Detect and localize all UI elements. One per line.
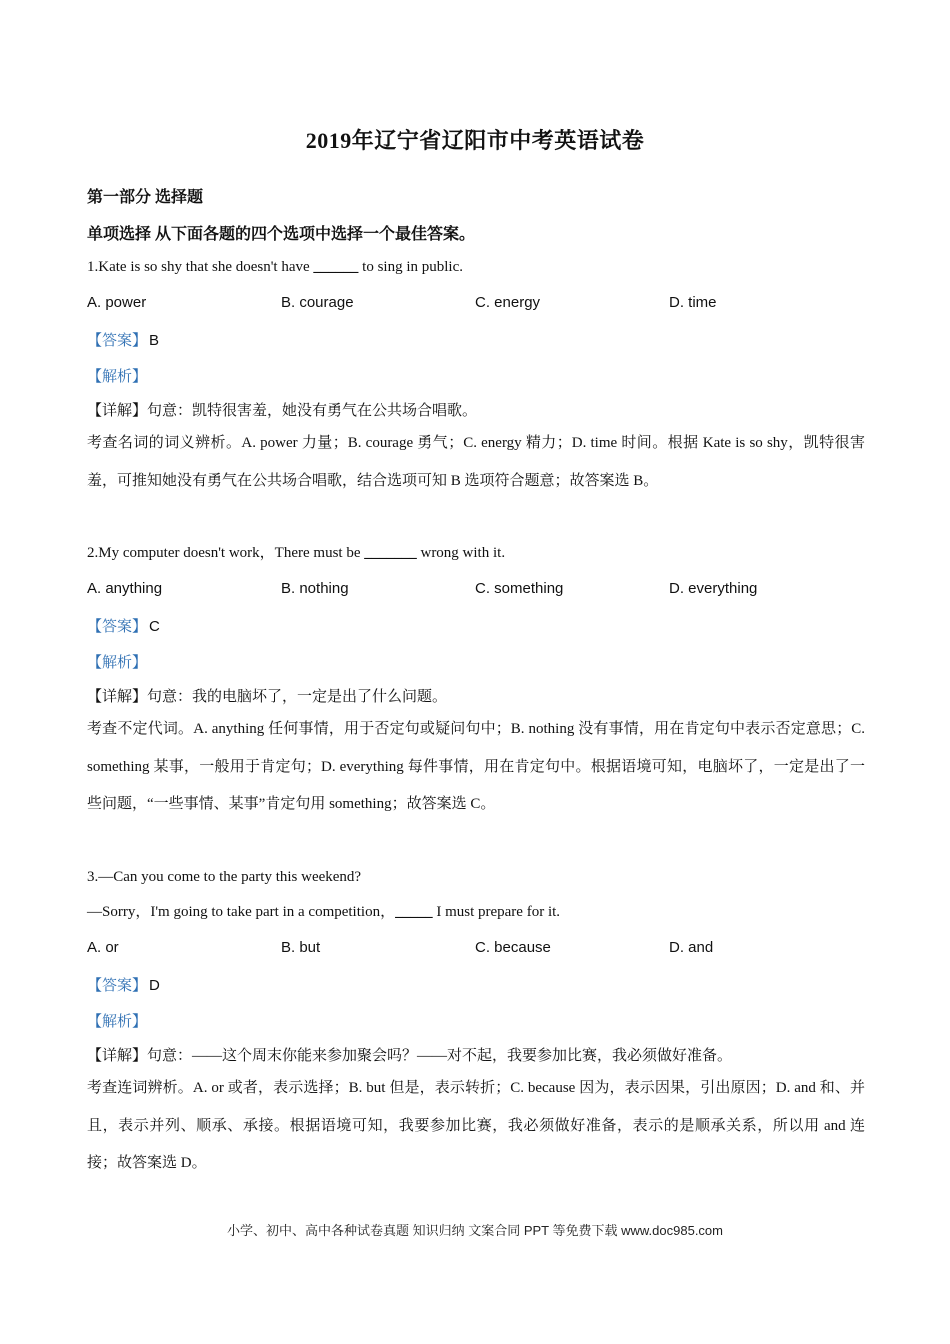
detail-label: 【详解】 <box>87 403 148 419</box>
answer-label: 【答案】 <box>87 332 148 349</box>
option-a: A. or <box>87 939 119 956</box>
detail-text: 句意：——这个周末你能来参加聚会吗？——对不起，我要参加比赛，我必须做好准备。 <box>147 1048 733 1064</box>
answer-value: C <box>149 618 160 635</box>
explanation-paragraph: 考查名词的词义辨析。A. power 力量；B. courage 勇气；C. energy 精力；D. time 时间。根据 Kate is so shy，凯特很害羞，可推知她没有勇气在公共场合唱歌，结合选项可知 B 选项符合题意；故答案选 B。 <box>87 435 865 489</box>
analysis-label: 【解析】 <box>87 654 148 671</box>
option-a: A. anything <box>87 580 163 597</box>
option-d: D. and <box>669 939 714 956</box>
option-d: D. everything <box>669 580 758 597</box>
option-c: C. because <box>475 939 551 956</box>
detail-line <box>87 399 477 420</box>
instruction-text: 单项选择 从下面各题的四个选项中选择一个最佳答案。 <box>87 226 476 243</box>
detail-line <box>87 1044 732 1065</box>
question-2-stem: 2.My computer doesn't work，There must be _______ wrong with it. <box>87 545 506 561</box>
answer-blank: _____ <box>395 904 433 920</box>
section-heading: 第一部分 选择题 <box>87 189 204 206</box>
answer-value: D <box>149 977 160 994</box>
detail-text: 句意：我的电脑坏了，一定是出了什么问题。 <box>147 689 448 705</box>
explanation-paragraph: 考查连词辨析。A. or 或者，表示选择；B. but 但是，表示转折；C. because 因为，表示因果，引出原因；D. and 和、并且，表示并列、顺承、承接。根据语境可知，我要参加比赛，我必须做好准备，表示的是顺承关系，所以用 and 连接；故答案选 D。 <box>87 1080 865 1171</box>
answer-label: 【答案】 <box>87 618 148 635</box>
question-3-stem-line2: —Sorry，I'm going to take part in a competition，_____ I must prepare for it. <box>87 904 561 920</box>
answer-blank: ______ <box>313 259 359 275</box>
question-2-options <box>87 580 867 602</box>
option-b: B. courage <box>281 294 354 311</box>
analysis-label: 【解析】 <box>87 1013 148 1030</box>
option-b: B. nothing <box>281 580 349 597</box>
answer-label: 【答案】 <box>87 977 148 994</box>
answer-line <box>87 329 159 350</box>
page-footer: 小学、初中、高中各种试卷真题 知识归纳 文案合同 PPT 等免费下载 www.doc985.com <box>227 1223 723 1238</box>
question-1-options <box>87 294 867 316</box>
detail-label: 【详解】 <box>87 689 148 705</box>
detail-line <box>87 685 447 706</box>
question-1-stem: 1.Kate is so shy that she doesn't have ______ to sing in public. <box>87 259 464 275</box>
option-b: B. but <box>281 939 321 956</box>
option-c: C. something <box>475 580 564 597</box>
answer-line <box>87 974 160 995</box>
option-c: C. energy <box>475 294 541 311</box>
detail-text: 句意：凯特很害羞，她没有勇气在公共场合唱歌。 <box>147 403 478 419</box>
answer-line <box>87 615 160 636</box>
analysis-label: 【解析】 <box>87 368 148 385</box>
answer-value: B <box>149 332 160 349</box>
explanation-paragraph: 考查不定代词。A. anything 任何事情，用于否定句或疑问句中；B. nothing 没有事情，用在肯定句中表示否定意思；C. something 某事，一般用于肯定句；D. everything 每件事情，用在肯定句中。根据语境可知，电脑坏了，一定是出了一些问题，“一些事情、某事”肯定句用 something；故答案选 C。 <box>87 721 865 812</box>
page-title: 2019年辽宁省辽阳市中考英语试卷 <box>305 128 645 153</box>
option-d: D. time <box>669 294 717 311</box>
answer-blank: _______ <box>364 545 417 561</box>
option-a: A. power <box>87 294 147 311</box>
detail-label: 【详解】 <box>87 1048 148 1064</box>
question-3-stem-line1: 3.—Can you come to the party this weekend? <box>87 869 362 885</box>
question-3-options <box>87 939 867 961</box>
